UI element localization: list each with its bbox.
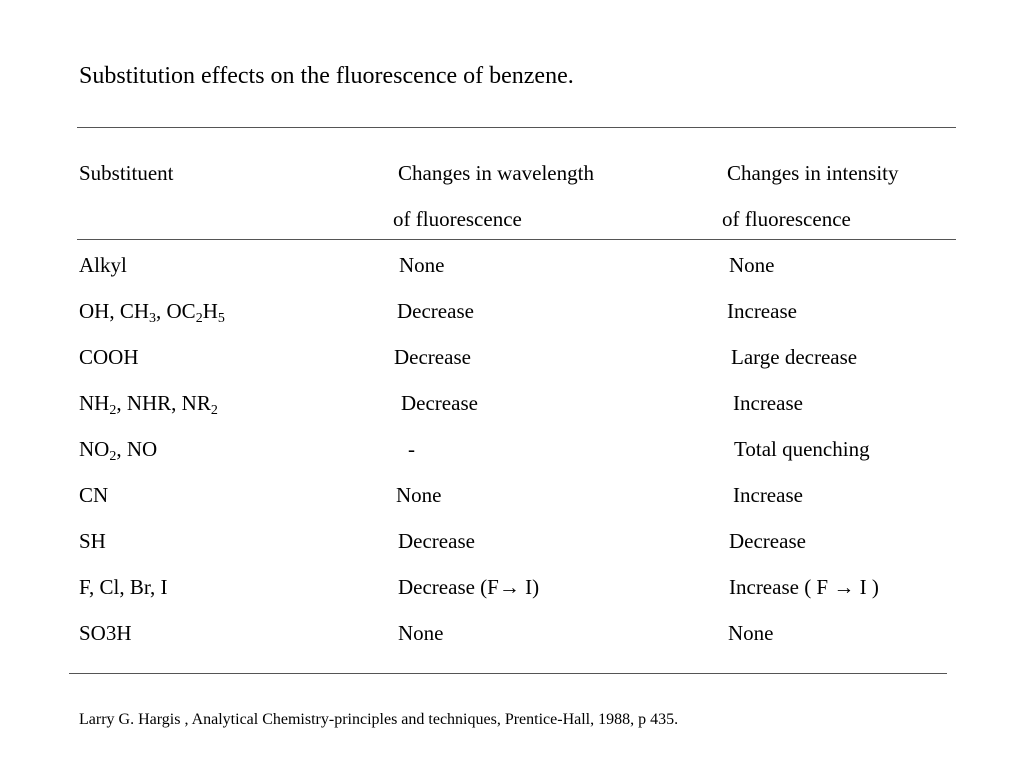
- cell-substituent: [79, 343, 139, 371]
- table-bottom-rule: [69, 673, 947, 674]
- cell-intensity-change: None: [728, 621, 774, 645]
- substituent-text: H: [202, 299, 218, 323]
- cell-wavelength-change: None: [398, 621, 444, 645]
- cell-substituent: [79, 389, 218, 417]
- substituent-text: OH, CH: [79, 299, 150, 323]
- page-title: Substitution effects on the fluorescence of benzene.: [79, 63, 574, 89]
- cell-substituent: [79, 481, 108, 509]
- cell-substituent: [79, 619, 132, 647]
- substituent-text: Alkyl: [79, 253, 127, 277]
- cell-intensity-change: None: [729, 253, 775, 277]
- cell-wavelength-change: Decrease (F→ I): [398, 575, 540, 599]
- source-citation: Larry G. Hargis , Analytical Chemistry-principles and techniques, Prentice-Hall, 1988, p 435.: [79, 711, 679, 728]
- cell-substituent: [79, 297, 225, 325]
- cell-intensity-change: Large decrease: [731, 345, 858, 369]
- substituent-text: COOH: [79, 345, 139, 369]
- subscript-text: 2: [210, 403, 218, 418]
- cell-intensity-change: Increase ( F → I ): [729, 575, 879, 599]
- cell-wavelength-change: Decrease: [401, 391, 478, 415]
- cell-substituent: [79, 527, 106, 555]
- substituent-text: F, Cl, Br, I: [79, 575, 168, 599]
- cell-intensity-change: Decrease: [729, 529, 806, 553]
- substituent-text: SO3H: [79, 621, 132, 645]
- header-substituent: Substituent: [79, 161, 174, 185]
- substituent-text: , NO: [116, 437, 158, 461]
- cell-wavelength-change: Decrease: [394, 345, 471, 369]
- subscript-text: 3: [149, 311, 157, 326]
- cell-wavelength-change: None: [399, 253, 445, 277]
- subscript-text: 2: [195, 311, 203, 326]
- cell-intensity-change: Increase: [727, 299, 797, 323]
- subscript-text: 2: [109, 449, 117, 464]
- table-header-rule: [77, 239, 956, 240]
- header-intensity-line1: Changes in intensity: [727, 161, 899, 185]
- subscript-text: 2: [109, 403, 117, 418]
- header-wavelength-line2: of fluorescence: [393, 207, 522, 231]
- cell-wavelength-change: -: [408, 437, 415, 461]
- cell-wavelength-change: Decrease: [398, 529, 475, 553]
- cell-substituent: [79, 435, 157, 463]
- substituent-text: NO: [79, 437, 110, 461]
- substituent-text: NH: [79, 391, 110, 415]
- subscript-text: 5: [217, 311, 225, 326]
- cell-substituent: [79, 251, 127, 279]
- header-wavelength-line1: Changes in wavelength: [398, 161, 594, 185]
- table-top-rule: [77, 127, 956, 128]
- cell-intensity-change: Total quenching: [734, 437, 870, 461]
- substituent-text: SH: [79, 529, 106, 553]
- cell-wavelength-change: None: [396, 483, 442, 507]
- cell-substituent: [79, 573, 168, 601]
- substituent-text: , NHR, NR: [116, 391, 211, 415]
- cell-intensity-change: Increase: [733, 483, 803, 507]
- cell-wavelength-change: Decrease: [397, 299, 474, 323]
- substituent-text: CN: [79, 483, 109, 507]
- cell-intensity-change: Increase: [733, 391, 803, 415]
- header-intensity-line2: of fluorescence: [722, 207, 851, 231]
- substituent-text: , OC: [156, 299, 196, 323]
